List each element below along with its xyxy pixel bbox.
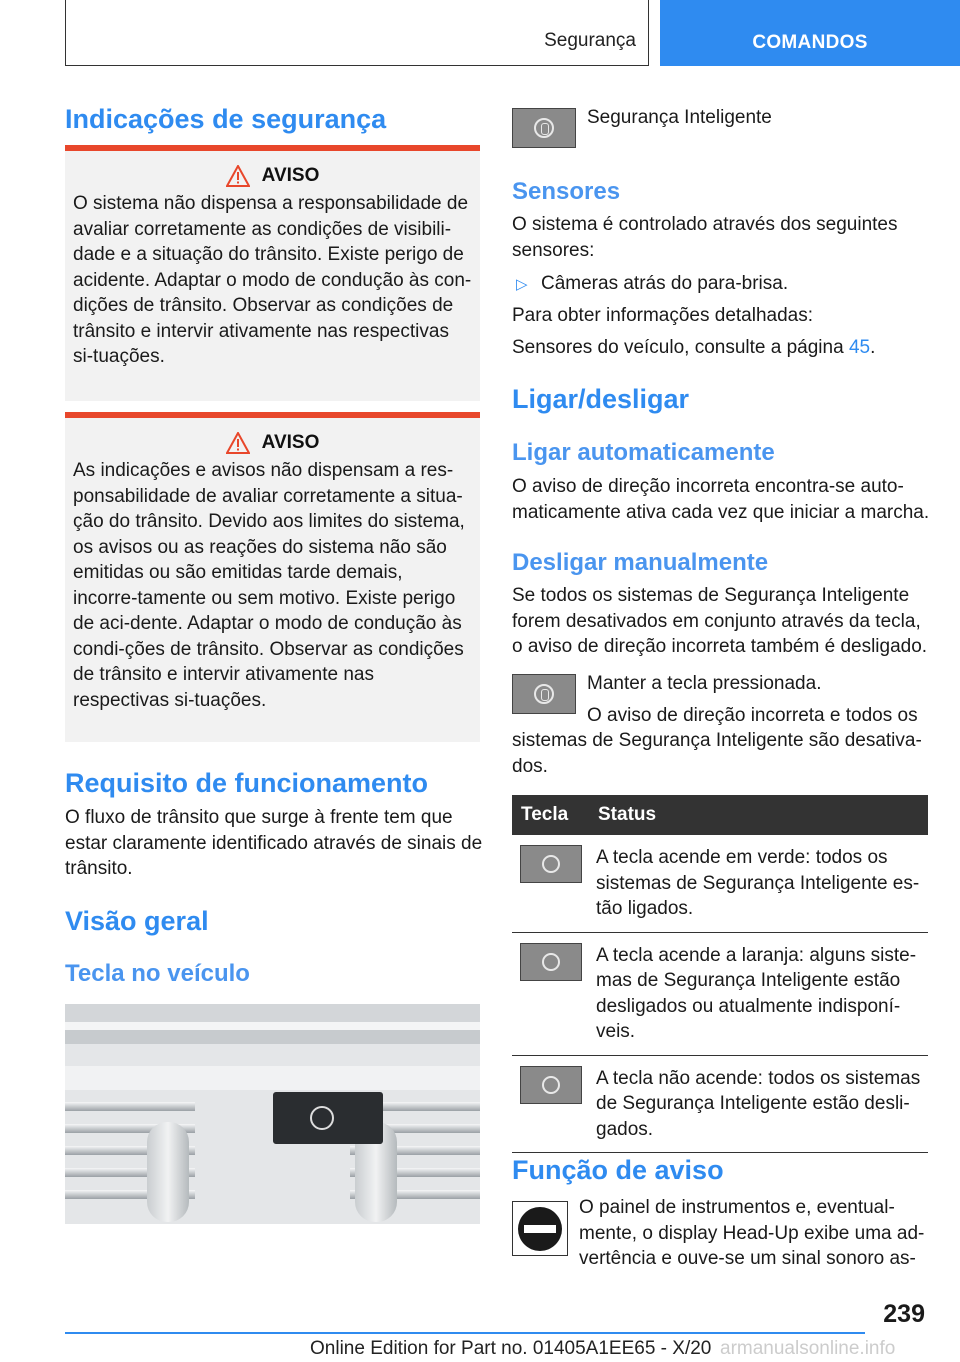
details-text: Sensores do veículo, consulte a página [512,337,844,358]
overview-title: Visão geral [65,906,209,936]
sensors-text: O sistema é controlado através dos seguintes sensores: [512,214,898,261]
warning-label: AVISO [261,432,320,453]
table-header-key: Tecla [512,795,589,835]
vehicle-button-photo [65,1004,480,1224]
safety-title: Indicações de segurança [65,104,387,134]
details-intro: Para obter informações detalhadas: [512,305,814,326]
intelligent-safety-icon [512,674,576,714]
warning-box-1 [65,145,480,401]
key-title: Tecla no veículo [65,960,250,987]
requirement-title: Requisito de funcionamento [65,768,429,798]
warning-label: AVISO [261,165,320,186]
intelligent-safety-icon [520,845,582,883]
warning-box-2 [65,412,480,742]
warning-triangle-icon [226,432,250,454]
status-text: A tecla acende em verde: todos os sistemas de Segurança Inteligente es-tão ligados. [589,835,928,932]
intelligent-safety-icon [520,1066,582,1104]
page-number: 239 [883,1300,925,1328]
hold-result-1: O aviso de direção incorreta e todos os [587,705,918,726]
sensor-item: Câmeras atrás do para-brisa. [541,273,789,294]
onoff-title: Ligar/desligar [512,384,690,414]
warning-text: As indicações e avisos não dispensam a res-ponsabilidade de avaliar corretamente a situa-ção do trânsito. Devido aos limites do sistema, os avisos ou as reações do sistema não são emitidas ou são emitidas tarde demais, incorre-tamente ou sem motivo. Existe perigo de aci-dente. Adaptar o modo de condução às condi-ções de trânsito. Observar as condições de trânsito e intervir ativamente nas respectivas si-tuações. [73,460,465,711]
intelligent-safety-icon [520,943,582,981]
status-table [512,795,928,1153]
watermark: armanualsonline.info [720,1338,896,1359]
warning-text: O sistema não dispensa a responsabilidade de avaliar corretamente as condições de visibili-dade e a situação do trânsito. Existe perigo de acidente. Adaptar o modo de condução às con-dições de trânsito. Observar as condições de trânsito e intervir ativamente nas respectivas si-tuações. [73,193,472,367]
auto-title: Ligar automaticamente [512,439,775,466]
warning-function-title: Função de aviso [512,1155,724,1185]
manual-text: Se todos os sistemas de Segurança Inteligente forem desativados em conjunto através da tecla, o aviso de direção incorreta também é desligado. [512,585,928,657]
button-caption: Segurança Inteligente [587,107,772,128]
no-entry-icon [512,1201,568,1256]
hold-result-2: sistemas de Segurança Inteligente são desativa-dos. [512,730,922,777]
hold-text: Manter a tecla pressionada. [587,673,822,694]
page-link[interactable]: 45 [848,337,871,358]
manual-title: Desligar manualmente [512,549,769,576]
table-row [512,1055,928,1153]
header-section: Segurança [544,30,636,51]
table-row [512,932,928,1055]
requirement-text: O fluxo de trânsito que surge à frente tem que estar claramente identificado através de sinais de trânsito. [65,807,483,879]
footer-divider [65,1332,865,1334]
bullet-triangle-icon: ▷ [516,276,528,293]
status-text: A tecla não acende: todos os sistemas de Segurança Inteligente estão desli-gados. [589,1055,928,1153]
header-section-box [65,0,649,66]
status-text: A tecla acende a laranja: alguns siste-mas de Segurança Inteligente estão desligados ou atualmente indisponí-veis. [589,932,928,1055]
table-header-status: Status [589,795,928,835]
details-end: . [870,337,876,358]
intelligent-safety-icon [512,108,576,148]
table-row [512,835,928,932]
footer-edition: Online Edition for Part no. 01405A1EE65 - X/20 [310,1338,712,1359]
header-chapter-tab[interactable]: COMANDOS [660,0,960,66]
sensors-title: Sensores [512,178,621,205]
intelligent-safety-button [273,1092,383,1144]
warning-triangle-icon [226,165,250,187]
details-line [512,335,875,361]
warning-function-text: O painel de instrumentos e, eventual-mente, o display Head-Up exibe uma ad-vertência e ouve-se um sinal sonoro as- [579,1197,925,1269]
auto-text: O aviso de direção incorreta encontra-se auto-maticamente ativa cada vez que iniciar a marcha. [512,476,930,523]
